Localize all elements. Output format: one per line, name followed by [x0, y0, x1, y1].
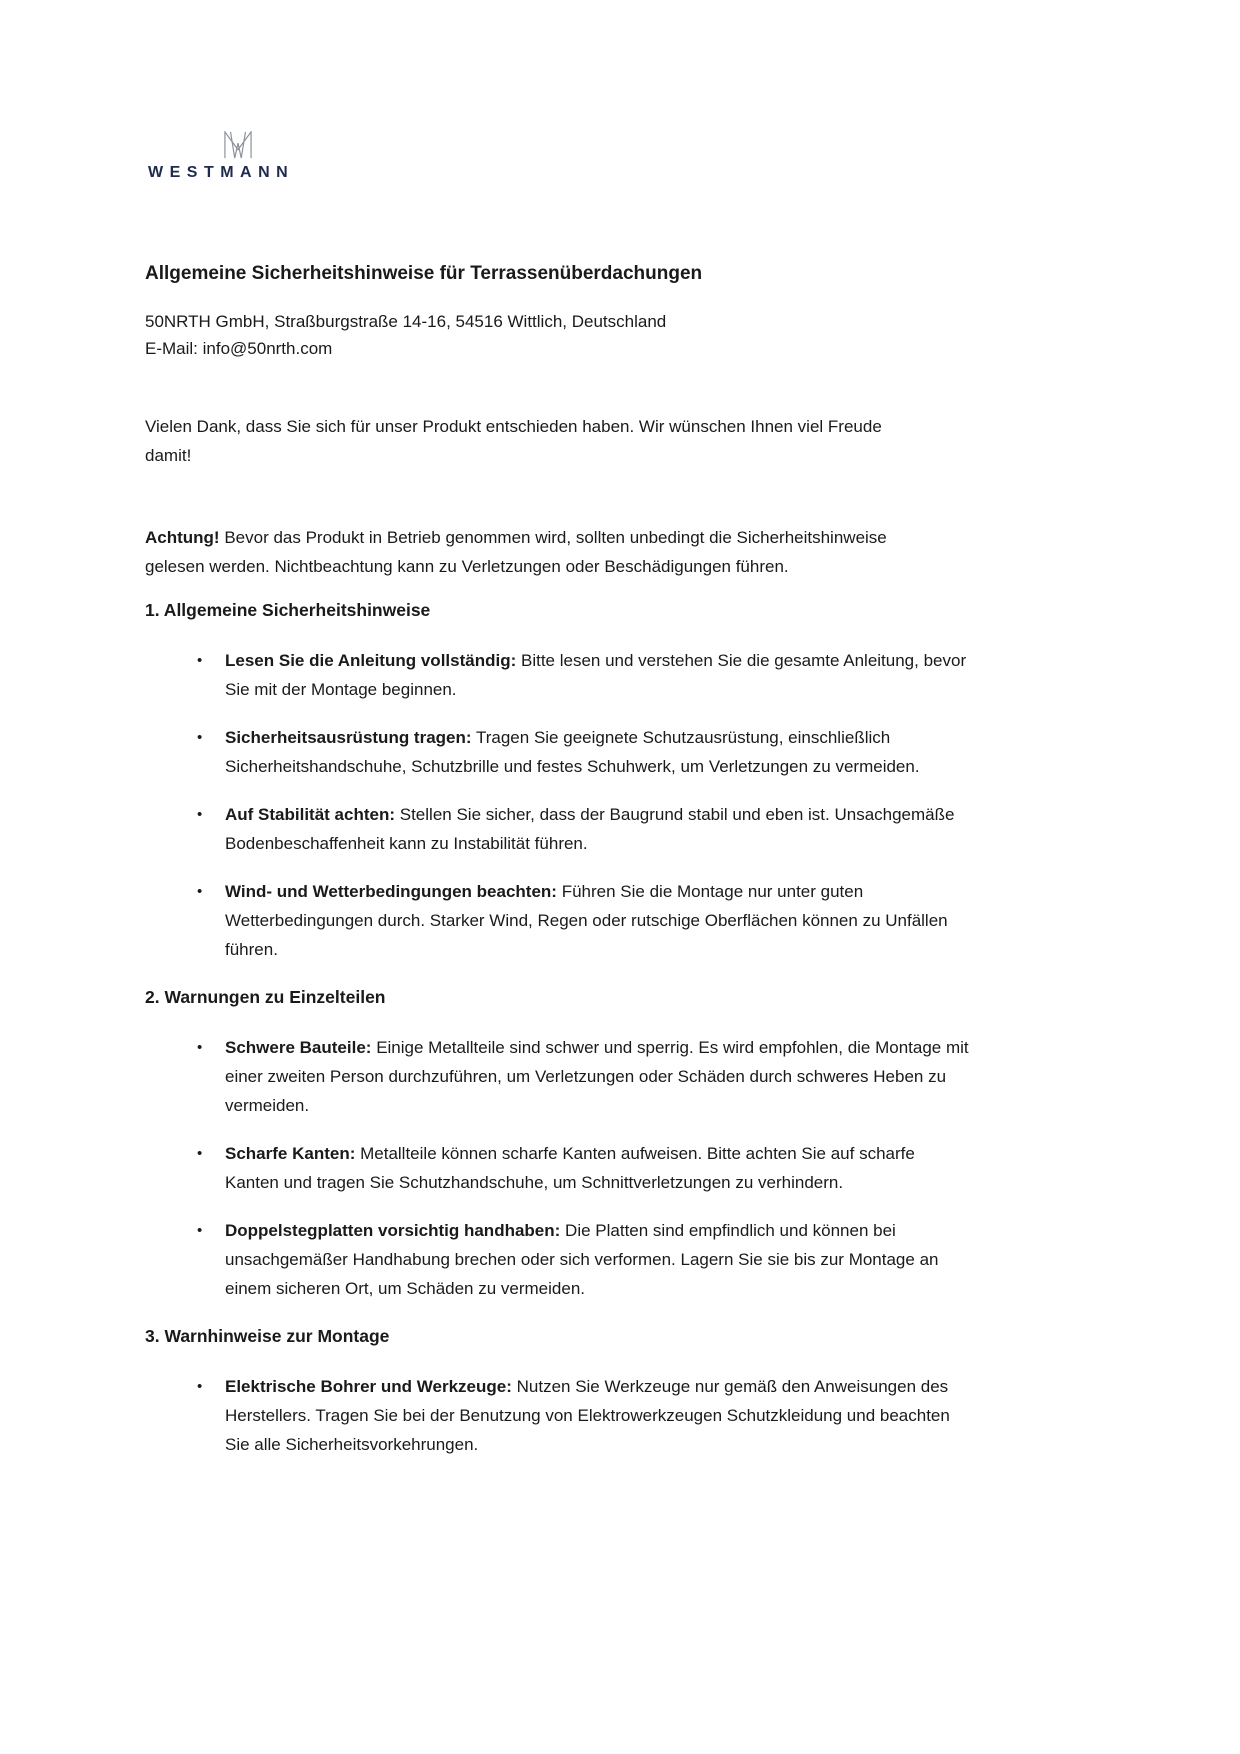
bullet-icon: •: [197, 1039, 203, 1056]
section-item-list: [145, 1033, 1120, 1303]
item-label: Elektrische Bohrer und Werkzeuge:: [225, 1377, 512, 1396]
item-text: Bitte lesen und verstehen Sie die gesamte Anleitung, bevor Sie mit der Montage beginnen.: [225, 651, 967, 699]
company-address-line: 50NRTH GmbH, Straßburgstraße 14-16, 54516 Wittlich, Deutschland: [145, 312, 667, 331]
bullet-icon: •: [197, 806, 203, 823]
thanks-paragraph: Vielen Dank, dass Sie sich für unser Produkt entschieden haben. Wir wünschen Ihnen viel Freude damit!: [145, 417, 882, 465]
item-label: Auf Stabilität achten:: [225, 805, 396, 824]
section-heading: 2. Warnungen zu Einzelteilen: [145, 987, 386, 1007]
document-section: [145, 1322, 1120, 1459]
list-item: [145, 1372, 970, 1459]
document-title: Allgemeine Sicherheitshinweise für Terrassenüberdachungen: [145, 263, 703, 284]
list-item: [145, 1216, 970, 1303]
bullet-icon: •: [197, 1145, 203, 1162]
warning-paragraph: [145, 523, 890, 581]
bullet-icon: •: [197, 1222, 203, 1239]
brand-wordmark: WESTMANN: [148, 164, 295, 181]
bullet-icon: •: [197, 883, 203, 900]
section-item-list: [145, 1372, 1120, 1459]
company-address-block: [145, 308, 1120, 362]
list-item: [145, 800, 970, 858]
warning-label: Achtung!: [145, 528, 220, 547]
bullet-icon: •: [197, 652, 203, 669]
section-heading: 3. Warnhinweise zur Montage: [145, 1326, 390, 1346]
list-item: [145, 723, 970, 781]
section-heading: 1. Allgemeine Sicherheitshinweise: [145, 600, 431, 620]
bullet-icon: •: [197, 1378, 203, 1395]
westmann-monogram-icon: [221, 131, 255, 159]
warning-text: Bevor das Produkt in Betrieb genommen wird, sollten unbedingt die Sicherheitshinweise gelesen werden. Nichtbeachtung kann zu Verletzungen oder Beschädigungen führen.: [145, 528, 887, 576]
item-text: Nutzen Sie Werkzeuge nur gemäß den Anweisungen des Herstellers. Tragen Sie bei der Benutzung von Elektrowerkzeugen Schutzkleidung und beachten Sie alle Sicherheitsvorkehrungen.: [225, 1377, 950, 1454]
item-text: Tragen Sie geeignete Schutzausrüstung, einschließlich Sicherheitshandschuhe, Schutzbrille und festes Schuhwerk, um Verletzungen zu vermeiden.: [225, 728, 920, 776]
item-label: Doppelstegplatten vorsichtig handhaben:: [225, 1221, 561, 1240]
item-label: Sicherheitsausrüstung tragen:: [225, 728, 472, 747]
document-section: [145, 596, 1120, 964]
item-text: Stellen Sie sicher, dass der Baugrund stabil und eben ist. Unsachgemäße Bodenbeschaffenheit kann zu Instabilität führen.: [225, 805, 955, 853]
list-item: [145, 1139, 970, 1197]
brand-logo: [145, 131, 1120, 182]
item-text: Metallteile können scharfe Kanten aufweisen. Bitte achten Sie auf scharfe Kanten und tragen Sie Schutzhandschuhe, um Schnittverletzungen zu verhindern.: [225, 1144, 915, 1192]
item-text: Führen Sie die Montage nur unter guten Wetterbedingungen durch. Starker Wind, Regen oder rutschige Oberflächen können zu Unfällen führen.: [225, 882, 948, 959]
bullet-icon: •: [197, 729, 203, 746]
item-text: Die Platten sind empfindlich und können bei unsachgemäßer Handhabung brechen oder sich verformen. Lagern Sie sie bis zur Montage an einem sicheren Ort, um Schäden zu vermeiden.: [225, 1221, 939, 1298]
section-item-list: [145, 646, 1120, 964]
list-item: [145, 877, 970, 964]
item-label: Lesen Sie die Anleitung vollständig:: [225, 651, 517, 670]
item-text: Einige Metallteile sind schwer und sperrig. Es wird empfohlen, die Montage mit einer zweiten Person durchzuführen, um Verletzungen oder Schäden durch schweres Heben zu vermeiden.: [225, 1038, 969, 1115]
document-section: [145, 983, 1120, 1303]
sections-container: [145, 596, 1120, 1459]
item-label: Schwere Bauteile:: [225, 1038, 372, 1057]
list-item: [145, 1033, 970, 1120]
item-label: Scharfe Kanten:: [225, 1144, 356, 1163]
item-label: Wind- und Wetterbedingungen beachten:: [225, 882, 557, 901]
company-email-line: E-Mail: info@50nrth.com: [145, 339, 333, 358]
list-item: [145, 646, 970, 704]
